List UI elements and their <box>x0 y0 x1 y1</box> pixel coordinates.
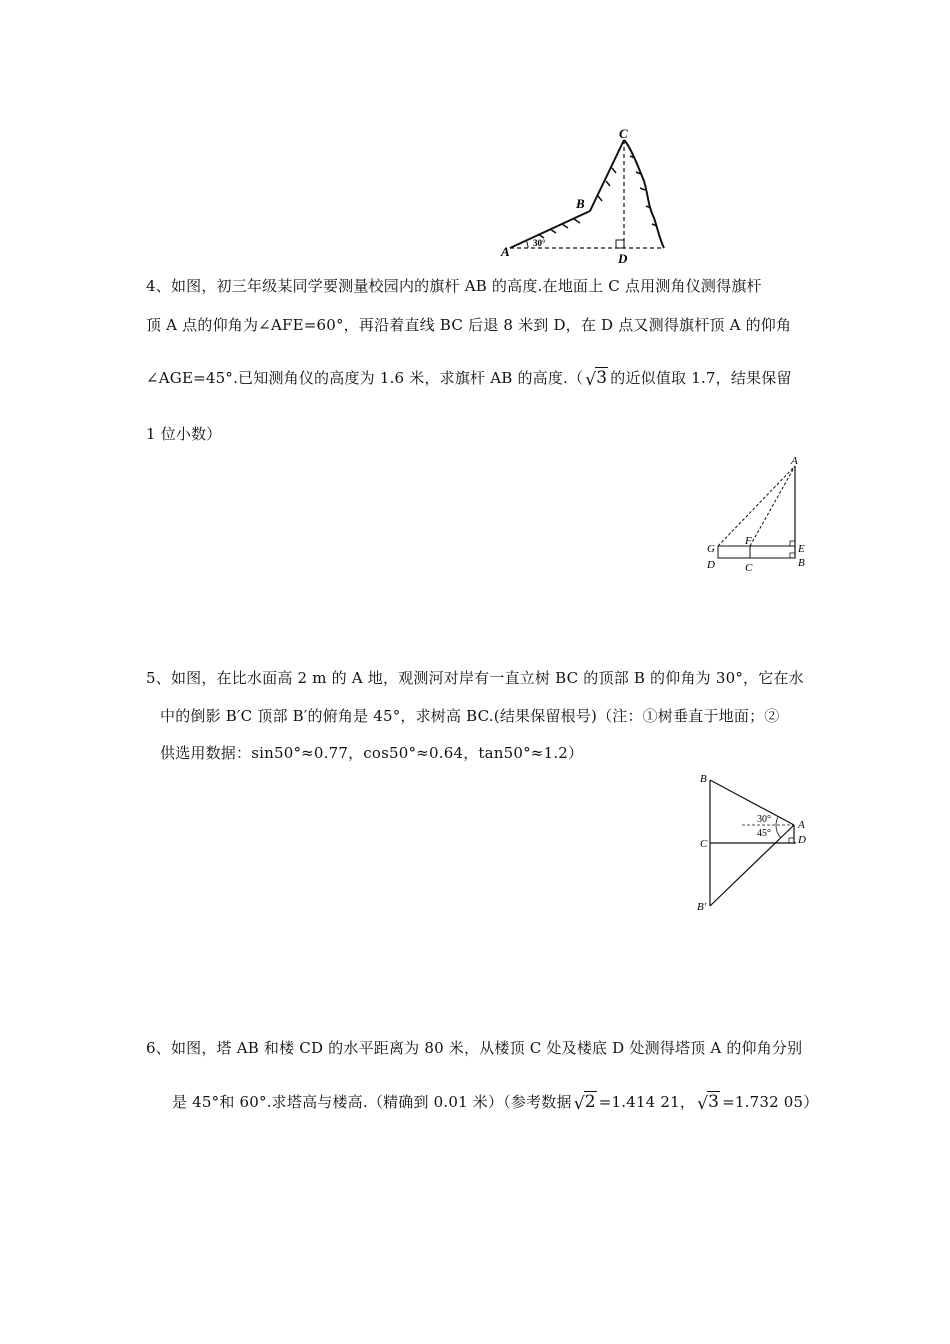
line-ba <box>710 780 794 825</box>
mountain-figure <box>498 126 670 266</box>
label-D: D <box>618 251 628 266</box>
right-angle-mark <box>616 240 624 248</box>
label-angle-30: 30° <box>533 238 546 248</box>
right-angle-e <box>790 541 795 546</box>
angle-arc-30 <box>776 817 778 825</box>
problem6-line2 <box>172 1092 819 1112</box>
sqrt2-expression <box>574 1092 597 1112</box>
problem6-line1: 6、如图，塔 AB 和楼 CD 的水平距离为 80 米，从楼顶 C 处及楼底 D 处测得塔顶 A 的仰角分别 <box>146 1039 803 1057</box>
instrument-bar <box>718 546 795 558</box>
angle-arc-30 <box>526 240 528 248</box>
problem4-line3 <box>146 368 792 388</box>
sqrt3-value: =1.732 05） <box>722 1093 819 1111</box>
radical-icon: √ <box>585 370 597 390</box>
label-E: E <box>798 543 805 555</box>
tree-reflection-figure <box>690 768 820 916</box>
label-B: B <box>798 557 805 569</box>
label-C: C <box>745 562 753 574</box>
label-D: D <box>798 834 806 846</box>
sqrt3-radicand: 3 <box>708 1092 720 1112</box>
label-D: D <box>707 559 715 571</box>
flagpole-figure <box>700 454 820 578</box>
sqrt3-radicand: 3 <box>596 368 608 388</box>
sqrt3-expression <box>697 1092 720 1112</box>
label-B: B <box>576 196 585 211</box>
label-angle-45: 45° <box>757 828 771 839</box>
problem5-line1: 5、如图，在比水面高 2 m 的 A 地，观测河对岸有一直立树 BC 的顶部 B 的仰角为 30°，它在水 <box>146 669 804 687</box>
line-abp <box>710 825 794 906</box>
radical-icon: √ <box>573 1094 585 1114</box>
sqrt2-value: =1.414 21， <box>598 1093 696 1111</box>
problem5-line3: 供选用数据：sin50°≈0.77，cos50°≈0.64，tan50°≈1.2） <box>160 744 584 762</box>
label-C: C <box>700 838 708 850</box>
problem4-line1: 4、如图，初三年级某同学要测量校园内的旗杆 AB 的高度.在地面上 C 点用测角仪测得旗杆 <box>146 277 762 295</box>
label-A: A <box>791 455 798 467</box>
label-C: C <box>619 126 628 141</box>
right-angle-d <box>789 838 794 843</box>
problem4-line2: 顶 A 点的仰角为∠AFE=60°，再沿着直线 BC 后退 8 米到 D，在 D 点又测得旗杆顶 A 的仰角 <box>146 316 792 334</box>
label-B: B <box>700 773 707 785</box>
radical-icon: √ <box>697 1094 709 1114</box>
problem5-line2: 中的倒影 B′C 顶部 B′的俯角是 45°，求树高 BC.(结果保留根号)（注：①树垂直于地面；② <box>160 707 780 725</box>
problem4-line3-pre: ∠AGE=45°.已知测角仪的高度为 1.6 米，求旗杆 AB 的高度.（ <box>146 369 584 387</box>
sight-line-ga <box>718 466 795 546</box>
problem6-line2-pre: 是 45°和 60°.求塔高与楼高.（精确到 0.01 米）（参考数据 <box>172 1093 572 1111</box>
sqrt3-expression <box>585 368 608 388</box>
label-A: A <box>798 819 805 831</box>
problem4-line4: 1 位小数） <box>146 425 222 443</box>
angle-arc-45 <box>776 825 781 838</box>
label-F: F <box>745 535 752 547</box>
slope-bc <box>590 140 624 211</box>
label-A: A <box>501 244 510 259</box>
label-B-prime: B′ <box>697 901 707 913</box>
right-angle-b <box>790 553 795 558</box>
label-angle-30: 30° <box>757 814 771 825</box>
sqrt2-radicand: 2 <box>584 1092 596 1112</box>
label-G: G <box>707 543 715 555</box>
problem4-line3-post: 的近似值取 1.7，结果保留 <box>610 369 792 387</box>
